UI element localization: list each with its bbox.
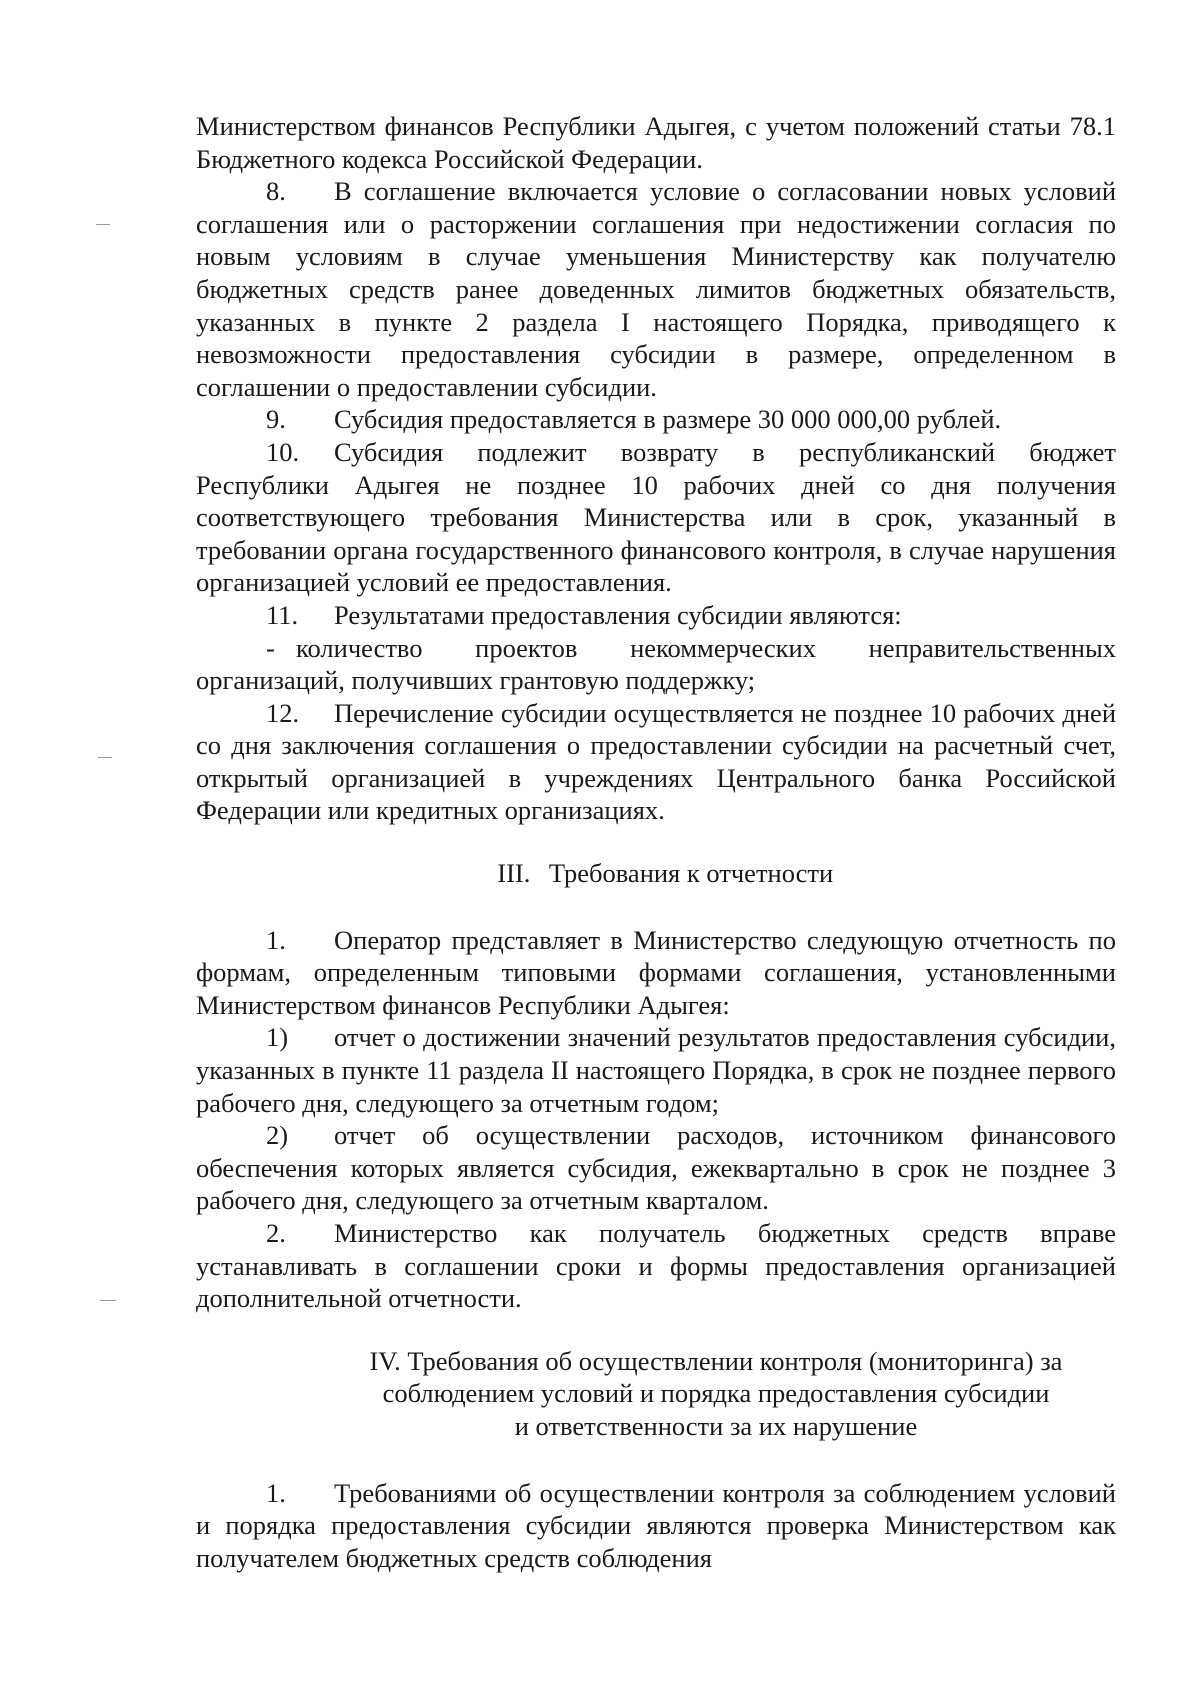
paragraph-number: 2. <box>266 1218 286 1248</box>
spacer <box>196 1443 1116 1477</box>
section-number: III. <box>497 858 531 889</box>
spacer <box>196 890 1116 924</box>
scan-speck <box>100 1300 116 1301</box>
scan-speck <box>96 224 110 225</box>
section-4-heading-line: IV. Требования об осуществлении контроля (мониторинга) за <box>369 1345 1063 1376</box>
paragraph-number: 9. <box>266 404 286 435</box>
section-4-heading-line: соблюдением условий и порядка предоставления субсидии <box>382 1378 1050 1409</box>
paragraph-text: Требованиями об осуществлении контроля за соблюдением условий и порядка предоставления субсидии являются проверка Министерством как получателем бюджетных средств соблюдения <box>196 1477 1116 1573</box>
paragraph-text: Оператор представляет в Министерство следующую отчетность по формам, определенным типовыми формами соглашения, установленными Министерством финансов Республики Адыгея: <box>196 924 1116 1020</box>
paragraph-number: 1. <box>266 1477 286 1508</box>
paragraph-11 <box>196 599 1116 632</box>
paragraph-9 <box>196 403 1116 436</box>
section-4-heading-line: и ответственности за их нарушение <box>514 1410 918 1441</box>
paragraph-number: 10. <box>266 436 300 467</box>
paragraph-12 <box>196 697 1116 827</box>
paragraph-number: 8. <box>266 176 286 207</box>
scan-speck <box>98 757 112 758</box>
paragraph-number: 1) <box>266 1022 289 1053</box>
spacer <box>196 1315 1116 1345</box>
section-4-heading <box>316 1345 1116 1443</box>
paragraph-text: Министерство как получатель бюджетных средств вправе устанавливать в соглашении сроки и формы предоставления организацией дополнительной отчетности. <box>196 1218 1116 1314</box>
section-3-subitem-2 <box>196 1119 1116 1217</box>
paragraph-number: 2) <box>266 1120 289 1151</box>
paragraph-number: 12. <box>266 697 300 728</box>
section-3-heading <box>196 857 1116 890</box>
list-item-text: количество проектов некоммерческих неправительственных организаций, получивших грантовую поддержку; <box>196 632 1116 696</box>
section-3-subitem-1 <box>196 1021 1116 1119</box>
paragraph-text: Субсидия предоставляется в размере 30 000 000,00 рублей. <box>334 404 1002 435</box>
intro-paragraph: Министерством финансов Республики Адыгея, с учетом положений статьи 78.1 Бюджетного кодекса Российской Федерации. <box>196 111 1116 174</box>
list-dash: - <box>266 632 275 663</box>
paragraph-text: Результатами предоставления субсидии являются: <box>334 599 902 630</box>
section-title: Требования к отчетности <box>548 858 834 889</box>
paragraph-text: Перечисление субсидии осуществляется не позднее 10 рабочих дней со дня заключения соглашения о предоставлении субсидии на расчетный счет, открытый организацией в учреждениях Центрального банка Российской Федерации или кредитных организациях. <box>196 697 1116 826</box>
paragraph-10 <box>196 436 1116 599</box>
paragraph-8 <box>196 175 1116 403</box>
paragraph-number: 11. <box>266 599 299 630</box>
paragraph-11-list-item <box>196 632 1116 697</box>
document-page <box>196 110 1116 1574</box>
section-4-paragraph-1 <box>196 1477 1116 1575</box>
paragraph-text: отчет о достижении значений результатов предоставления субсидии, указанных в пункте 11 раздела II настоящего Порядка, в срок не позднее первого рабочего дня, следующего за отчетным годом; <box>196 1022 1116 1118</box>
paragraph-text: В соглашение включается условие о согласовании новых условий соглашения или о расторжении соглашения при недостижении согласия по новым условиям в случае уменьшения Министерству как получателю бюджетных средств ранее доведенных лимитов бюджетных обязательств, указанных в пункте 2 раздела I настоящего Порядка, приводящего к невозможности предоставления субсидии в размере, определенном в соглашении о предоставлении субсидии. <box>196 176 1116 402</box>
paragraph-number: 1. <box>266 924 286 955</box>
paragraph-text: отчет об осуществлении расходов, источником финансового обеспечения которых является субсидия, ежеквартально в срок не позднее 3 рабочего дня, следующего за отчетным кварталом. <box>196 1120 1116 1216</box>
section-3-paragraph-1 <box>196 924 1116 1022</box>
paragraph-text: Субсидия подлежит возврату в республиканский бюджет Республики Адыгея не позднее 10 рабочих дней со дня получения соответствующего требования Министерства или в срок, указанный в требовании органа государственного финансового контроля, в случае нарушения организацией условий ее предоставления. <box>196 436 1116 598</box>
section-3-paragraph-2 <box>196 1217 1116 1315</box>
spacer <box>196 827 1116 857</box>
